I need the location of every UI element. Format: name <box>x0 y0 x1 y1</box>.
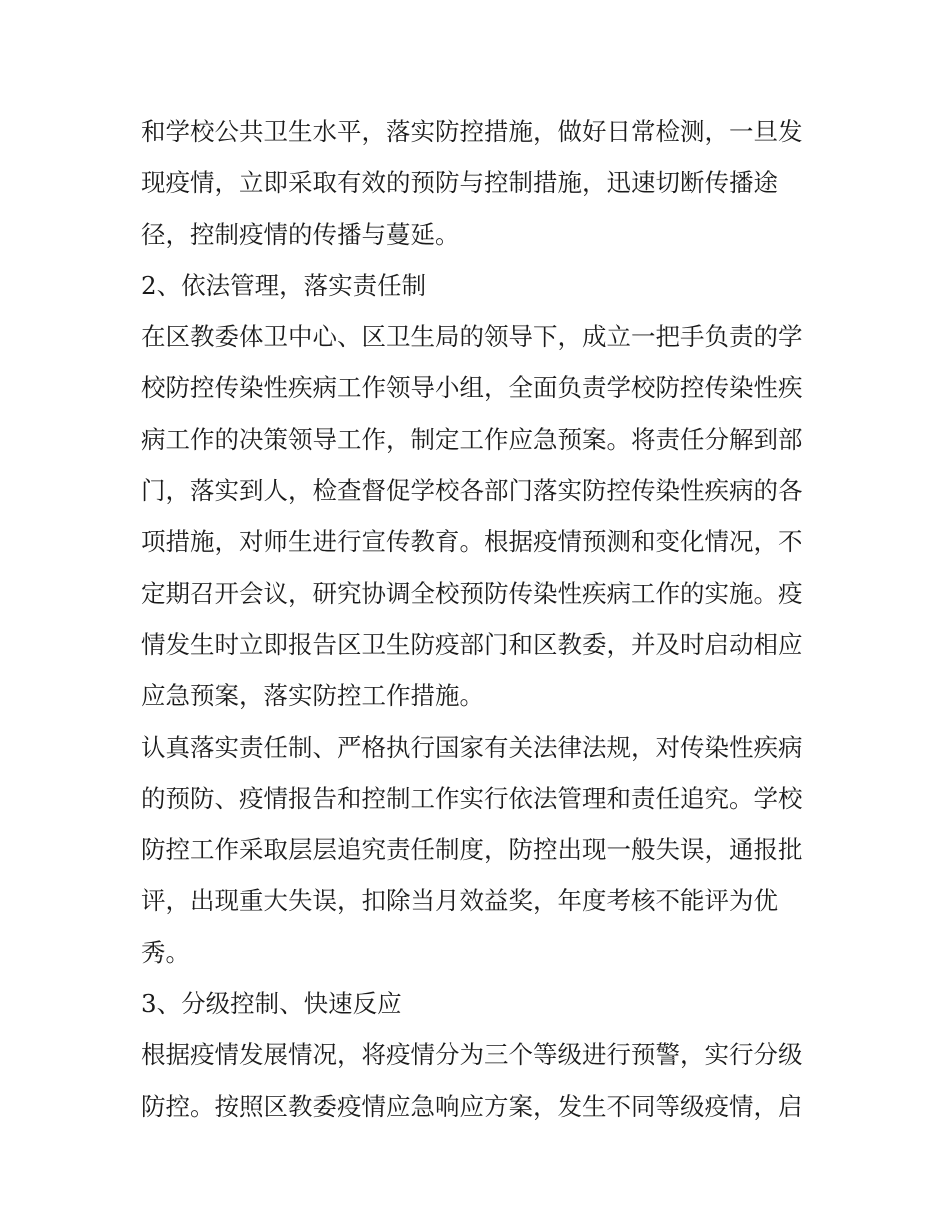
text-line: 现疫情，立即采取有效的预防与控制措施，迅速切断传播途 <box>141 168 778 198</box>
text-line: 评，出现重大失误，扣除当月效益奖，年度考核不能评为优 <box>141 886 778 916</box>
text-line: 防控。按照区教委疫情应急响应方案，发生不同等级疫情，启 <box>141 1091 803 1121</box>
text-line: 定期召开会议，研究协调全校预防传染性疾病工作的实施。疫 <box>141 578 803 608</box>
text-line: 在区教委体卫中心、区卫生局的领导下，成立一把手负责的学 <box>141 322 803 352</box>
text-line: 门，落实到人，检查督促学校各部门落实防控传染性疾病的各 <box>141 476 803 506</box>
text-line: 秀。 <box>141 937 190 967</box>
text-line: 校防控传染性疾病工作领导小组，全面负责学校防控传染性疾 <box>141 373 803 403</box>
text-line: 情发生时立即报告区卫生防疫部门和区教委，并及时启动相应 <box>141 629 803 659</box>
text-line: 项措施，对师生进行宣传教育。根据疫情预测和变化情况，不 <box>141 527 803 557</box>
text-line: 径，控制疫情的传播与蔓延。 <box>141 219 460 249</box>
text-line: 认真落实责任制、严格执行国家有关法律法规，对传染性疾病 <box>141 732 803 762</box>
text-line: 的预防、疫情报告和控制工作实行依法管理和责任追究。学校 <box>141 783 803 813</box>
text-line: 应急预案，落实防控工作措施。 <box>141 681 484 711</box>
section-heading: 3、分级控制、快速反应 <box>141 989 402 1019</box>
text-line: 和学校公共卫生水平，落实防控措施，做好日常检测，一旦发 <box>141 117 803 146</box>
text-line: 防控工作采取层层追究责任制度，防控出现一般失误，通报批 <box>141 835 803 865</box>
text-line: 根据疫情发展情况，将疫情分为三个等级进行预警，实行分级 <box>141 1040 803 1070</box>
document-page <box>141 106 831 1132</box>
text-line: 病工作的决策领导工作，制定工作应急预案。将责任分解到部 <box>141 424 803 454</box>
section-heading: 2、依法管理，落实责任制 <box>141 270 427 300</box>
